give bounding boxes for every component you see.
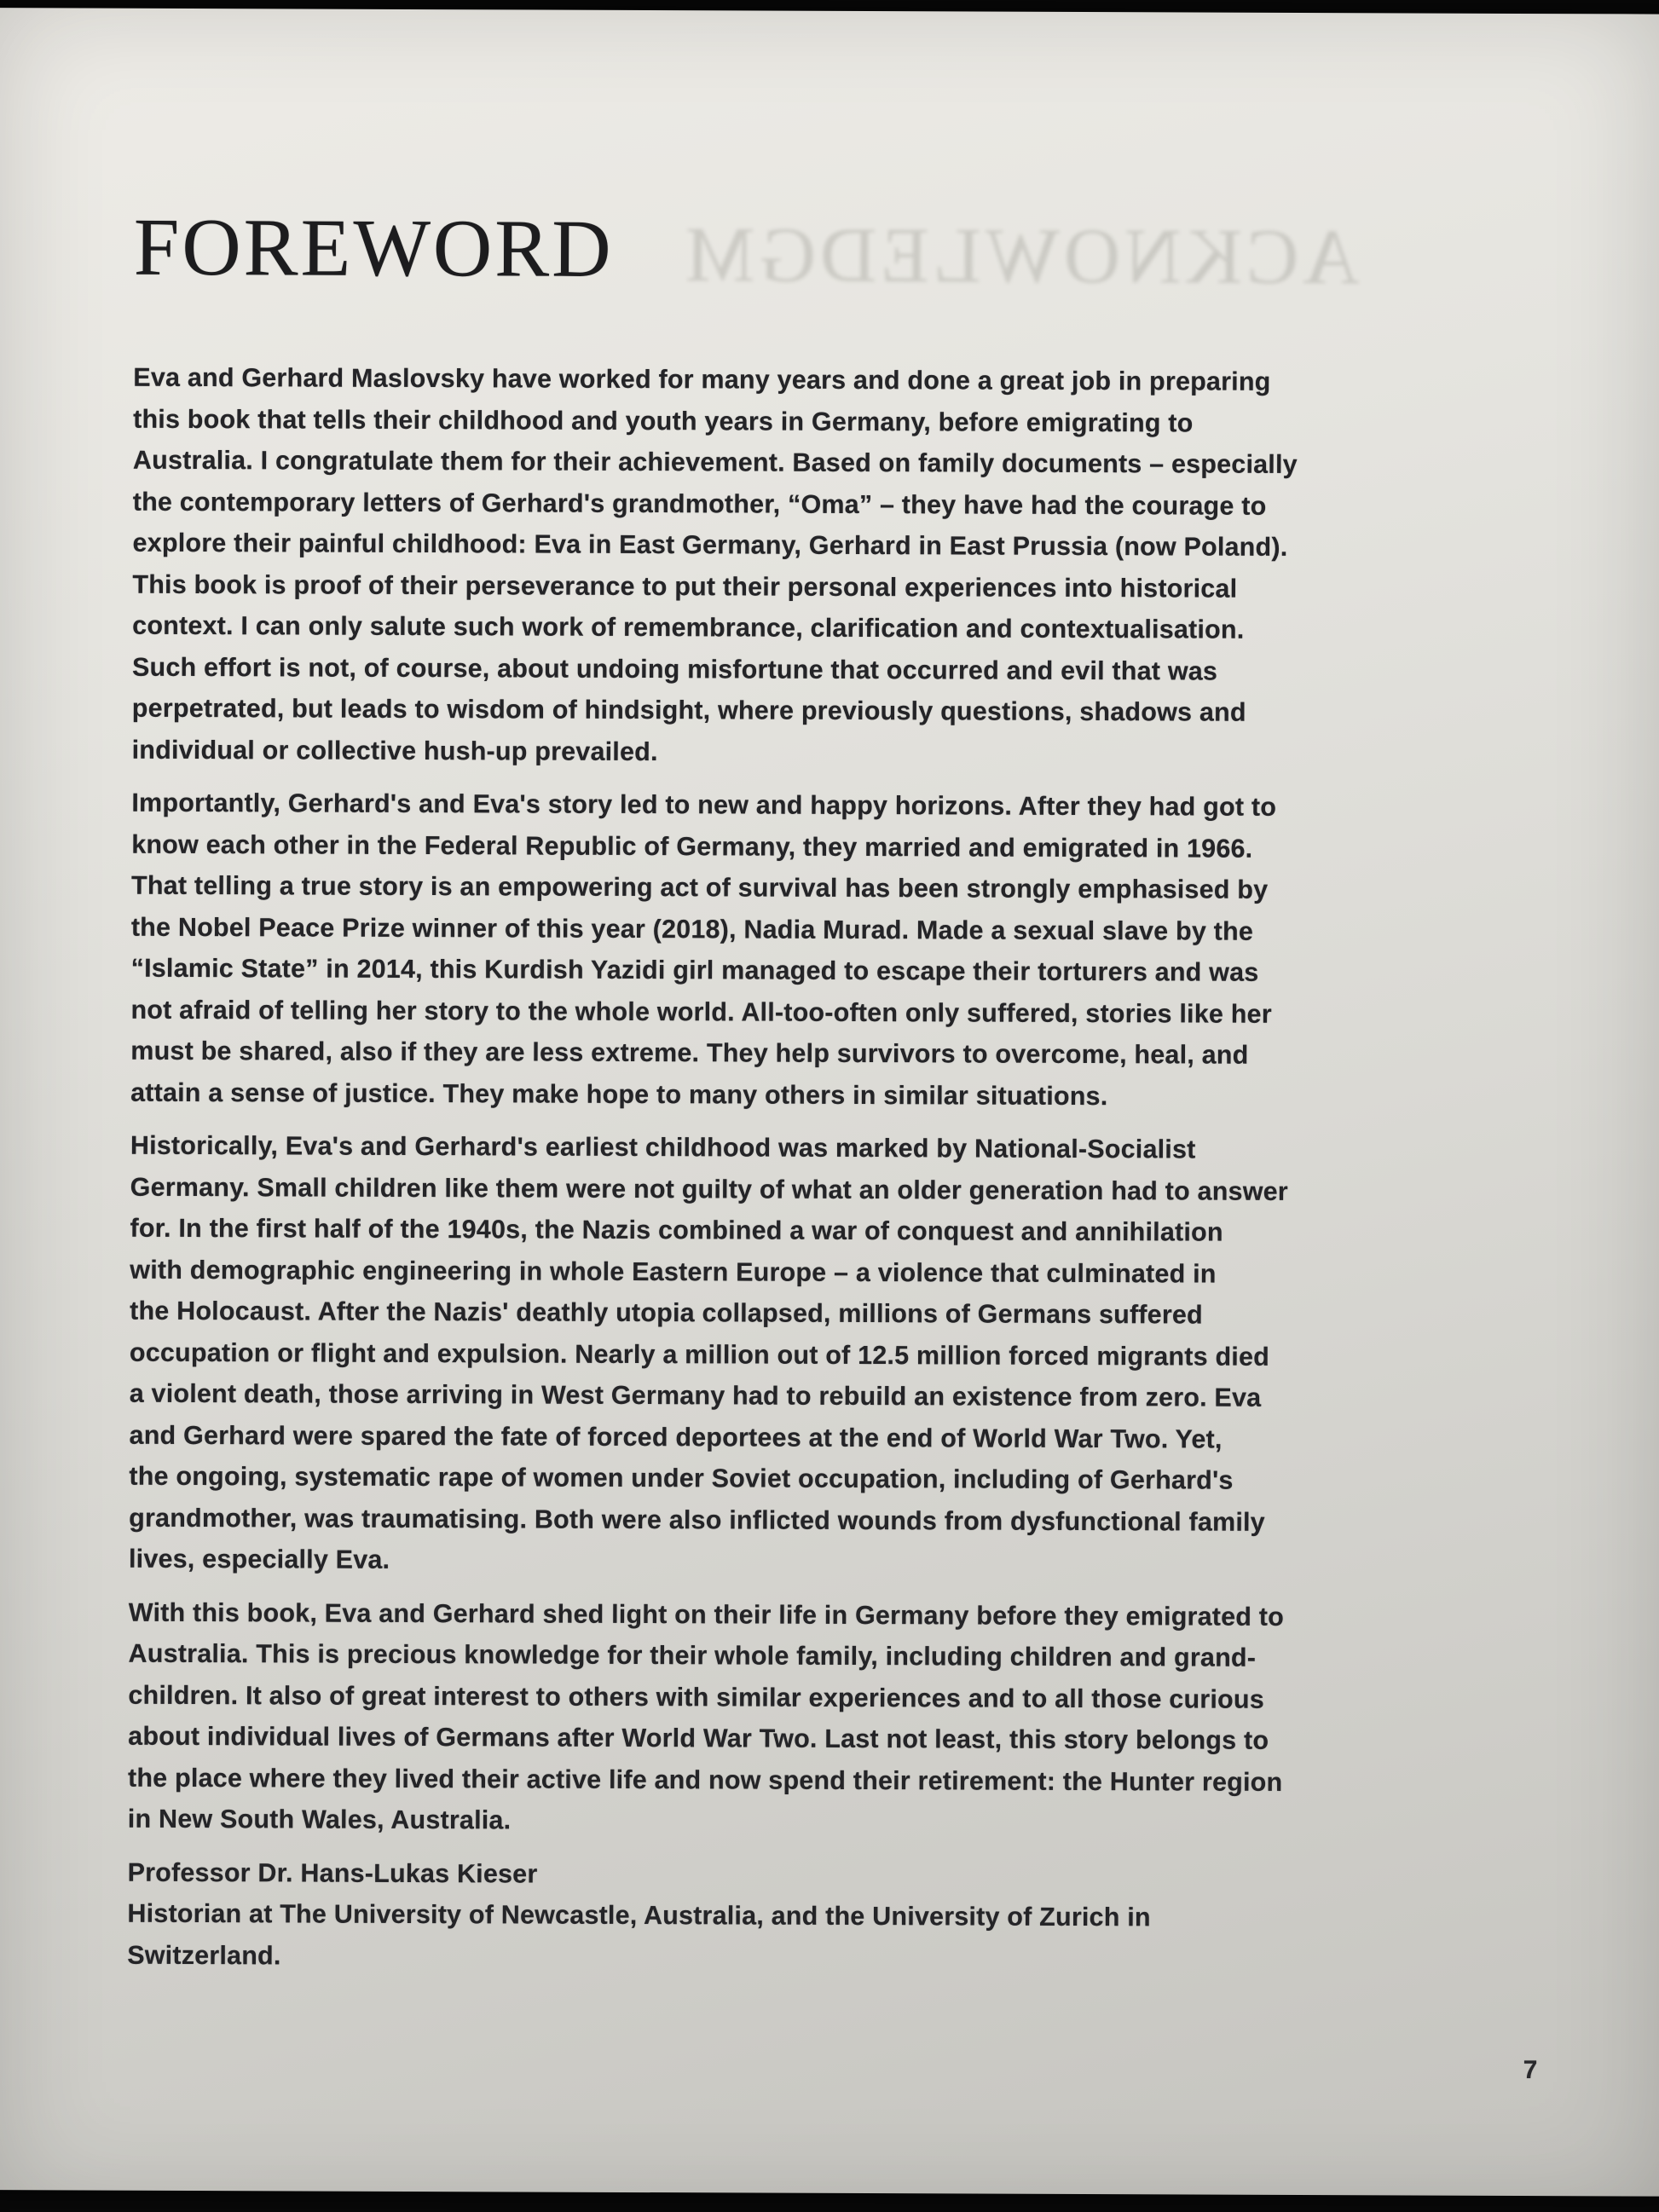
signature-block: Professor Dr. Hans-Lukas Kieser Historian at The University of Newcastle, Australia, and the University of Zurich in Switzerland. [127, 1857, 1151, 1970]
book-page [0, 8, 1659, 2197]
page-number: 7 [1523, 2055, 1538, 2085]
page-content [127, 9, 1482, 1981]
foreword-paragraph-2: Importantly, Gerhard's and Eva's story led to new and happy horizons. After they had got to know each other in the Federal Republic of Germany, they married and emigrated in 1966. That telling a true story is an empowering act of survival has been strongly emphasised by the Nobel Peace Prize winner of this year (2018), Nadia Murad. Made a sexual slave by the “Islamic State” in 2014, this Kurdish Yazidi girl managed to escape their torturers and was not afraid of telling her story to the whole world. All-too-often only suffered, stories like her must be shared, also if they are less extreme. They help survivors to overcome, heal, and attain a sense of justice. They make hope to many others in similar situations. [130, 788, 1277, 1111]
foreword-paragraph-1: Eva and Gerhard Maslovsky have worked for many years and done a great job in preparing this book that tells their childhood and youth years in Germany, before emigrating to Australia. I congratulate them for their achievement. Based on family documents – especially the contemporary letters of Gerhard's grandmother, “Oma” – they have had the courage to explore their painful childhood: Eva in East Germany, Gerhard in East Prussia (now Poland). This book is proof of their perseverance to put their personal experiences into historical context. I can only salute such work of remembrance, clarification and contextualisation. Such effort is not, of course, about undoing misfortune that occurred and evil that was perpetrated, but leads to wisdom of hindsight, where previously questions, shadows and individual or collective hush-up prevailed. [131, 362, 1298, 766]
bleedthrough-text: ACKNOWLEDGM [680, 211, 1361, 301]
page-title: FOREWORD [133, 200, 614, 294]
foreword-paragraph-3: Historically, Eva's and Gerhard's earliest childhood was marked by National-Socialist Germany. Small children like them were not guilty of what an older generation had to answer for. In the first half of the 1940s, the Nazis combined a war of conquest and annihilation with demographic engineering in whole Eastern Europe – a violence that culminated in the Holocaust. After the Nazis' deathly utopia collapsed, millions of Germans suffered occupation or flight and expulsion. Nearly a million out of 12.5 million forced migrants died a violent death, those arriving in West Germany had to rebuild an existence from zero. Eva and Gerhard were spared the fate of forced deportees at the end of World War Two. Yet, the ongoing, systematic rape of women under Soviet occupation, including of Gerhard's grandmother, was traumatising. Both were also inflicted wounds from dysfunctional family lives, especially Eva. [128, 1130, 1288, 1574]
foreword-paragraph-4: With this book, Eva and Gerhard shed light on their life in Germany before they emigrated to Australia. This is precious knowledge for their whole family, including children and grand- children. It also of great interest to others with similar experiences and to all those curious about individual lives of Germans after World War Two. Last not least, this story belongs to the place where they lived their active life and now spend their retirement: the Hunter region in New South Wales, Australia. [127, 1597, 1285, 1835]
